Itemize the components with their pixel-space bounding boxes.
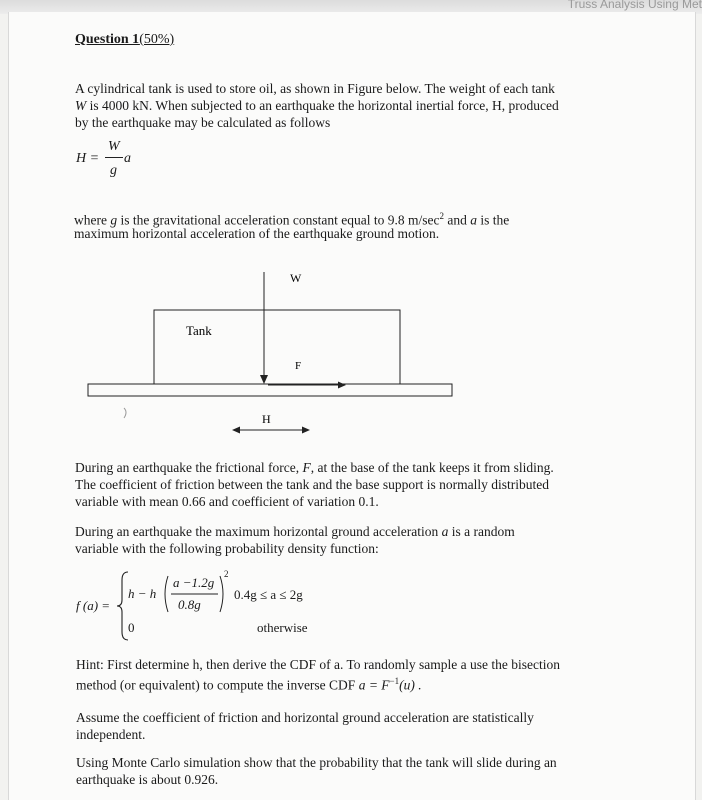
where-text-d: is the [477,212,510,228]
question-title: Question 1 [75,32,140,47]
formula-h-numerator: W [108,139,120,154]
hint-sup: −1 [389,676,400,686]
question-weight: (50%) [139,32,175,47]
pdf-case1-cond: 0.4g ≤ a ≤ 2g [234,587,303,602]
base-support [88,384,452,396]
weight-arrow-head [260,375,268,384]
pdf-case2-cond: otherwise [257,620,308,635]
where-sup: 2 [439,211,444,221]
ground-var-a: a [441,524,449,539]
pdf-exponent: 2 [224,569,229,579]
label-w: W [290,271,302,285]
ground-text-b: is a random [448,524,515,539]
where-var-a: a [470,212,477,228]
monte-line-2: earthquake is about 0.926. [76,772,219,787]
monte-line-1: Using Monte Carlo simulation show that the probability that the tank will slide during an [76,755,557,770]
intro-var-w: W [75,98,87,113]
formula-h-denominator: g [110,163,117,178]
ground-line-1 [75,523,515,540]
assume-line-1: Assume the coefficient of friction and horizontal ground acceleration are statistically [76,710,534,725]
friction-text-a: During an earthquake the frictional force, [75,460,303,475]
where-text-c: and [444,212,471,228]
assume-line-2: independent. [76,727,146,742]
pdf-lhs: f (a) = [76,598,111,613]
pdf-frac-den: 0.8g [178,597,201,612]
pen-mark [124,408,126,418]
intro-line-3: by the earthquake may be calculated as follows [75,115,331,130]
pdf-case2-expr: 0 [128,620,135,635]
tank-figure [80,262,470,442]
inertial-arrow-head-right [302,427,310,434]
friction-line-2: The coefficient of friction between the tank and the base support is normally distributed [75,477,549,492]
inertial-arrow-head-left [232,427,240,434]
formula-h-factor: a [124,151,131,166]
friction-var-f: F [302,460,311,475]
question-heading [75,32,174,48]
friction-arrow-head [338,382,346,389]
pdf-frac-num: a −1.2g [173,575,215,590]
hint-line-2 [76,673,422,694]
label-tank: Tank [186,323,212,338]
tank-rectangle [154,310,400,384]
ground-text-a: During an earthquake the maximum horizontal ground acceleration [75,524,442,539]
intro-line-1: A cylindrical tank is used to store oil, as shown in Figure below. The weight of each tank [75,81,555,96]
hint-formula: a = F [358,677,390,693]
hint-formula-end: (u) . [399,677,422,693]
pdf-case1-expr: h − h [128,586,157,601]
top-bar-title: Truss Analysis Using Met [567,0,702,11]
where-line-2: maximum horizontal acceleration of the earthquake ground motion. [74,226,440,241]
formula-h-lhs: H = [76,151,100,166]
where-var-g: g [110,212,118,228]
friction-line-1 [75,459,554,476]
ground-line-2: variable with the following probability density function: [75,541,379,556]
intro-line-2-rest: is 4000 kN. When subjected to an earthquake the horizontal inertial force, H, produced [86,98,559,113]
where-text-a: where [74,212,111,228]
intro-line-2 [75,97,559,114]
friction-text-b: , at the base of the tank keeps it from sliding. [310,460,554,475]
where-text-b: is the gravitational acceleration constant equal to 9.8 m/sec [117,212,440,228]
hint-line-1: Hint: First determine h, then derive the CDF of a. To randomly sample a use the bisection [76,657,560,672]
label-f: F [295,360,302,372]
formula-h-fraction-bar [105,157,123,158]
label-h: H [262,412,271,426]
friction-line-3: variable with mean 0.66 and coefficient of variation 0.1. [75,494,379,509]
hint-text: method (or equivalent) to compute the inverse CDF [76,677,359,693]
